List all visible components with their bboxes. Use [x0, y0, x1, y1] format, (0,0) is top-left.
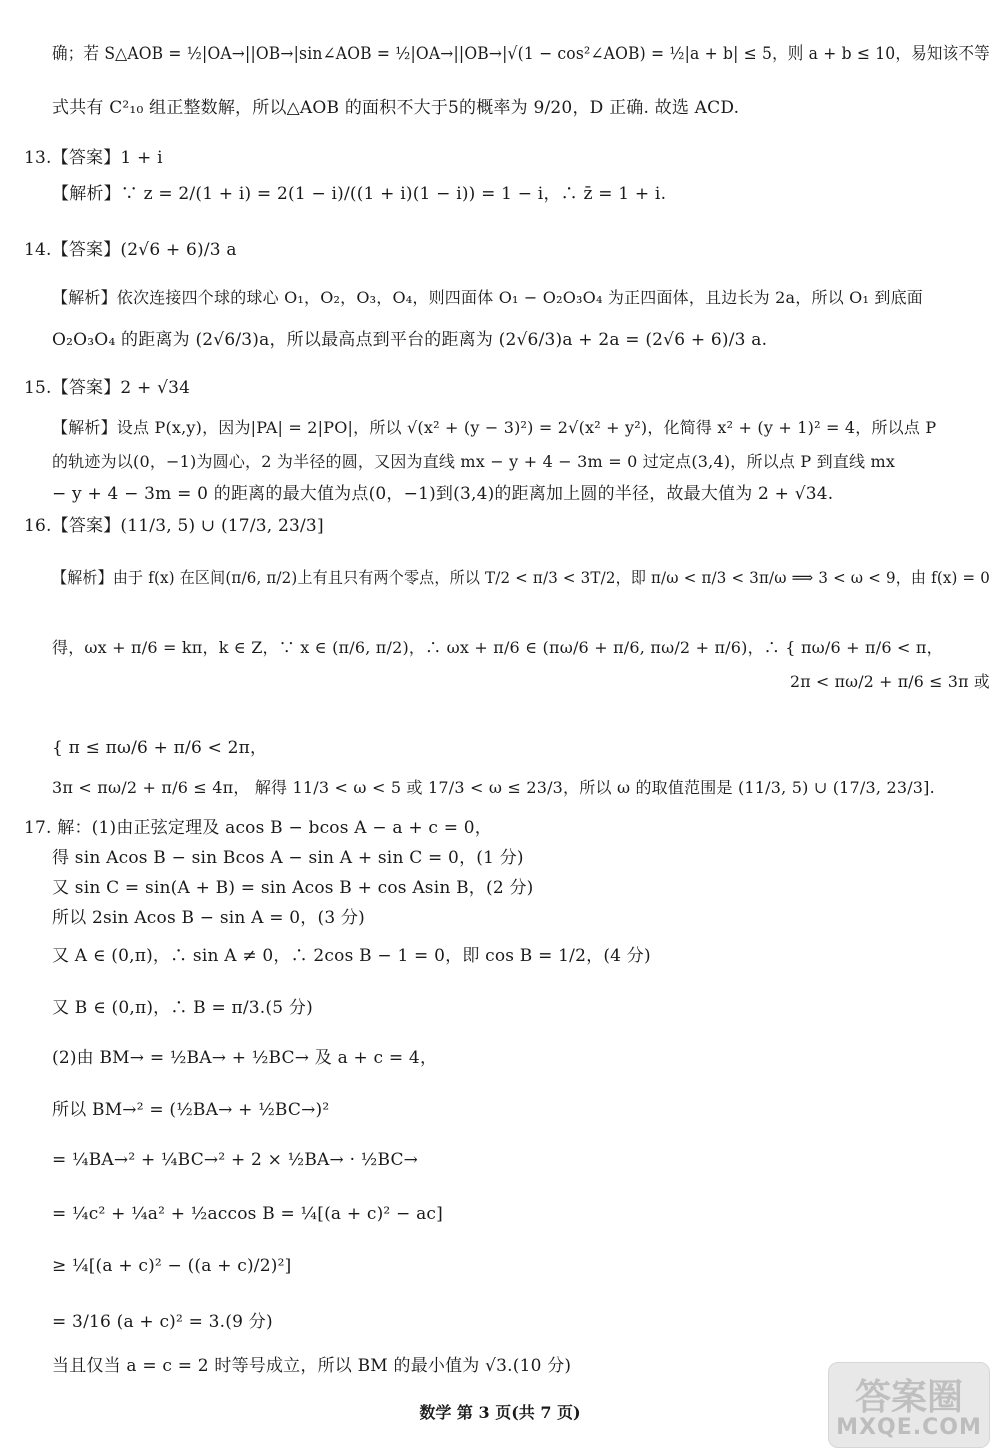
logo-main-text: 答案圈: [854, 1377, 963, 1418]
q17-part2-line-6: = 3/16 (a + c)² = 3.(9 分): [52, 1312, 273, 1332]
watermark-logo: [828, 1362, 990, 1448]
q16-explanation-1: 【解析】由于 f(x) 在区间(π/6, π/2)上有且只有两个零点，所以 T/2 < π/3 < 3T/2，即 π/ω < π/3 < 3π/ω ⟹ 3 < ω < 9，由 f(x) = 0: [52, 568, 991, 587]
q15-answer: 15.【答案】2 + √34: [24, 378, 191, 398]
page-footer: 数学 第 3 页(共 7 页): [419, 1403, 581, 1422]
q15-explanation-1: 【解析】设点 P(x,y)，因为|PA| = 2|PO|，所以 √(x² + (y − 3)²) = 2√(x² + y²)，化简得 x² + (y + 1)² = 4，所以点 P: [52, 418, 937, 437]
q15-explanation-2: 的轨迹为以(0，−1)为圆心，2 为半径的圆，又因为直线 mx − y + 4 − 3m = 0 过定点(3,4)，所以点 P 到直线 mx: [52, 452, 896, 471]
q17-part2-line-5: ≥ ¼[(a + c)² − ((a + c)/2)²]: [52, 1256, 292, 1276]
q16-explanation-4: { π ≤ πω/6 + π/6 < 2π，: [52, 738, 268, 758]
q17-part2-line-7: 当且仅当 a = c = 2 时等号成立，所以 BM 的最小值为 √3.(10 分): [52, 1356, 572, 1376]
q16-explanation-3: 2π < πω/2 + π/6 ≤ 3π 或: [790, 672, 990, 691]
q16-explanation-5: 3π < πω/2 + π/6 ≤ 4π， 解得 11/3 < ω < 5 或 17/3 < ω ≤ 23/3，所以 ω 的取值范围是 (11/3, 5) ∪ (17/3, 23/3].: [52, 778, 935, 797]
q17-part1-line-2: 得 sin Acos B − sin Bcos A − sin A + sin C = 0，(1 分): [52, 848, 524, 868]
q17-part1-line-1: 17. 解：(1)由正弦定理及 acos B − bcos A − a + c = 0，: [24, 818, 492, 838]
q17-part2-line-4: = ¼c² + ¼a² + ½accos B = ¼[(a + c)² − ac]: [52, 1204, 443, 1224]
q17-part2-line-2: 所以 BM→² = (½BA→ + ½BC→)²: [52, 1100, 330, 1120]
q17-part2-line-3: = ¼BA→² + ¼BC→² + 2 × ½BA→ · ½BC→: [52, 1150, 419, 1170]
q13-explanation: 【解析】∵ z = 2/(1 + i) = 2(1 − i)/((1 + i)(1 − i)) = 1 − i，∴ z̄ = 1 + i.: [52, 184, 667, 204]
q17-part2-line-1: (2)由 BM→ = ½BA→ + ½BC→ 及 a + c = 4，: [52, 1048, 438, 1068]
q17-part1-line-3: 又 sin C = sin(A + B) = sin Acos B + cos Asin B，(2 分): [52, 878, 534, 898]
q16-explanation-2: 得，ωx + π/6 = kπ，k ∈ Z，∵ x ∈ (π/6, π/2)，∴ ωx + π/6 ∈ (πω/6 + π/6, πω/2 + π/6)，∴ { πω/6 + π/6 < π，: [52, 638, 943, 657]
text-line-2: 式共有 C²₁₀ 组正整数解，所以△AOB 的面积不大于5的概率为 9/20，D 正确. 故选 ACD.: [52, 98, 740, 118]
text-line-1: 确；若 S△AOB = ½|OA→||OB→|sin∠AOB = ½|OA→||OB→|√(1 − cos²∠AOB) = ½|a + b| ≤ 5，则 a + b ≤ 10，易知该不等: [52, 44, 990, 64]
q14-answer: 14.【答案】(2√6 + 6)/3 a: [24, 240, 237, 260]
q17-part1-line-4: 所以 2sin Acos B − sin A = 0，(3 分): [52, 908, 365, 928]
q16-answer: 16.【答案】(11/3, 5) ∪ (17/3, 23/3]: [24, 516, 324, 536]
q15-explanation-3: − y + 4 − 3m = 0 的距离的最大值为点(0，−1)到(3,4)的距离加上圆的半径，故最大值为 2 + √34.: [52, 484, 834, 504]
q14-explanation-1: 【解析】依次连接四个球的球心 O₁，O₂，O₃，O₄，则四面体 O₁ − O₂O₃O₄ 为正四面体，且边长为 2a，所以 O₁ 到底面: [52, 288, 923, 307]
logo-sub-text: MXQE.COM: [836, 1415, 982, 1440]
q13-answer: 13.【答案】1 + i: [24, 148, 163, 168]
q17-part1-line-6: 又 B ∈ (0,π)，∴ B = π/3.(5 分): [52, 998, 313, 1018]
q17-part1-line-5: 又 A ∈ (0,π)，∴ sin A ≠ 0，∴ 2cos B − 1 = 0，即 cos B = 1/2，(4 分): [52, 946, 651, 966]
q14-explanation-2: O₂O₃O₄ 的距离为 (2√6/3)a，所以最高点到平台的距离为 (2√6/3)a + 2a = (2√6 + 6)/3 a.: [52, 330, 768, 350]
